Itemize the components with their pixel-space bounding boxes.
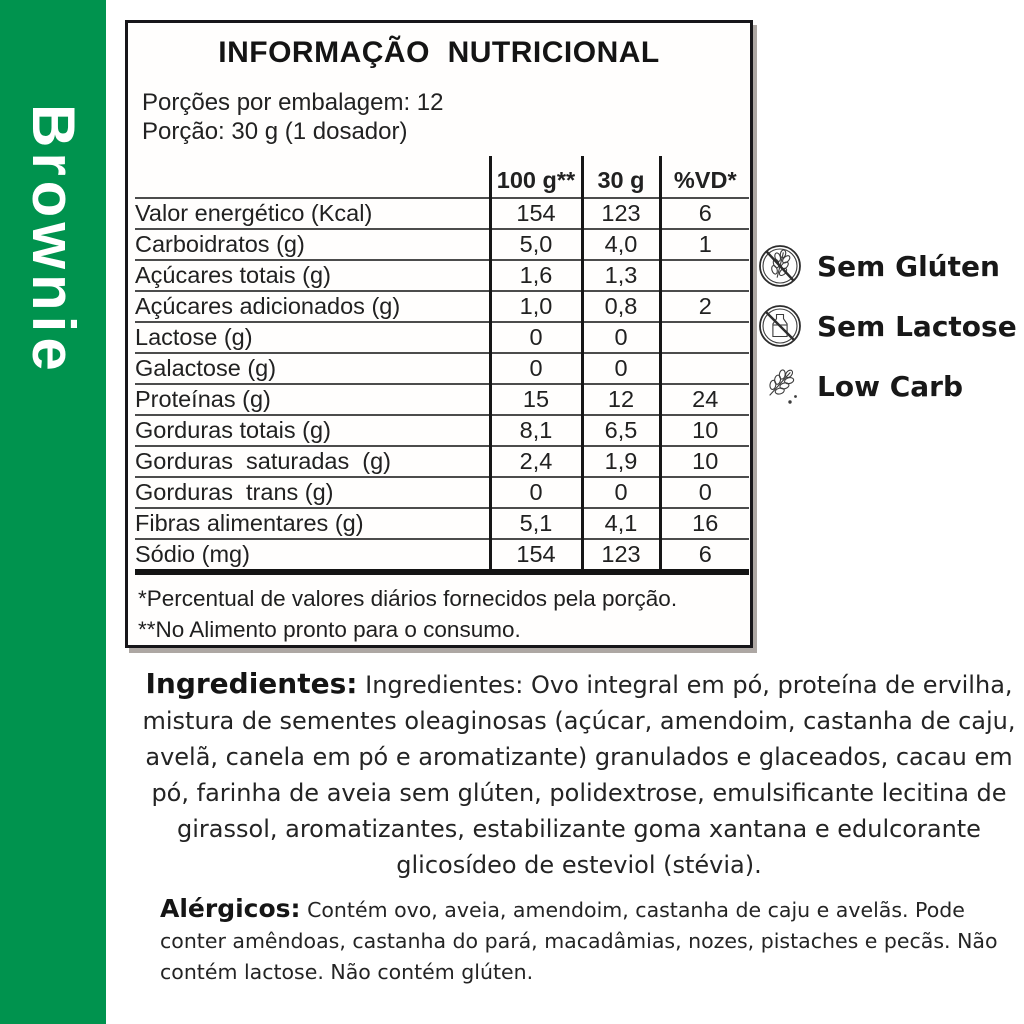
nutrition-row xyxy=(135,198,749,229)
nutrient-name: Fibras alimentares (g) xyxy=(135,508,490,539)
value-percent-vd: 1 xyxy=(660,229,749,260)
value-per-30g: 4,1 xyxy=(582,508,660,539)
nutrient-name: Açúcares adicionados (g) xyxy=(135,291,490,322)
nutrition-header-row xyxy=(135,156,749,198)
serving-size: Porção: 30 g (1 dosador) xyxy=(142,118,408,145)
allergens-text: Contém ovo, aveia, amendoim, castanha de caju e avelãs. Pode conter amêndoas, castanha do pará, macadâmias, nozes, pistaches e pecãs. Não contém lactose. Não contém glúten. xyxy=(160,898,998,984)
nutrition-table xyxy=(135,156,749,575)
value-percent-vd xyxy=(660,260,749,291)
value-per-30g: 0,8 xyxy=(582,291,660,322)
nutrition-row xyxy=(135,353,749,384)
value-per-100g: 0 xyxy=(490,353,582,384)
nutrient-name: Gorduras saturadas (g) xyxy=(135,446,490,477)
serving-info xyxy=(128,79,750,151)
nutrition-row xyxy=(135,415,749,446)
value-per-100g: 2,4 xyxy=(490,446,582,477)
value-per-30g: 4,0 xyxy=(582,229,660,260)
value-per-30g: 1,9 xyxy=(582,446,660,477)
nutrition-row xyxy=(135,291,749,322)
nutrient-name: Lactose (g) xyxy=(135,322,490,353)
nutrition-row xyxy=(135,260,749,291)
footnote-vd: *Percentual de valores diários fornecidos pela porção. xyxy=(138,586,678,611)
ingredients-label: Ingredientes: xyxy=(145,667,358,700)
nutrient-name: Gorduras totais (g) xyxy=(135,415,490,446)
value-per-100g: 5,1 xyxy=(490,508,582,539)
nutrition-row xyxy=(135,446,749,477)
value-percent-vd: 0 xyxy=(660,477,749,508)
no-gluten-icon xyxy=(757,243,803,289)
nutrient-name: Valor energético (Kcal) xyxy=(135,198,490,229)
value-percent-vd: 10 xyxy=(660,446,749,477)
nutrient-name: Carboidratos (g) xyxy=(135,229,490,260)
no-lactose-icon xyxy=(757,303,803,349)
value-percent-vd: 2 xyxy=(660,291,749,322)
value-per-30g: 123 xyxy=(582,198,660,229)
value-per-30g: 1,3 xyxy=(582,260,660,291)
value-per-100g: 0 xyxy=(490,322,582,353)
nutrient-name: Açúcares totais (g) xyxy=(135,260,490,291)
value-per-100g: 154 xyxy=(490,198,582,229)
badge-lactose-free-label: Sem Lactose xyxy=(817,309,1017,343)
badge-lactose-free xyxy=(757,303,1017,349)
nutrient-name: Galactose (g) xyxy=(135,353,490,384)
nutrient-name: Gorduras trans (g) xyxy=(135,477,490,508)
ingredients-text: Ingredientes: Ovo integral em pó, proteína de ervilha, mistura de sementes oleaginosas (açúcar, amendoim, castanha de caju, avelã, canela em pó e aromatizante) granulados e glaceados, cacau em pó, farinha de aveia sem glúten, polidextrose, emulsificante lecitina de girassol, aromatizantes, estabilizante goma xantana e edulcorante glicosídeo de esteviol (stévia). xyxy=(142,671,1016,879)
value-per-100g: 1,0 xyxy=(490,291,582,322)
value-per-30g: 0 xyxy=(582,353,660,384)
value-percent-vd: 16 xyxy=(660,508,749,539)
value-percent-vd xyxy=(660,353,749,384)
value-per-30g: 0 xyxy=(582,477,660,508)
diet-badges xyxy=(757,243,1017,409)
column-header-blank xyxy=(135,156,490,198)
value-per-30g: 12 xyxy=(582,384,660,415)
badge-low-carb-label: Low Carb xyxy=(817,369,963,403)
value-per-100g: 8,1 xyxy=(490,415,582,446)
nutrition-title: INFORMAÇÃO NUTRICIONAL xyxy=(218,36,660,69)
column-header-30g: 30 g xyxy=(582,156,660,198)
value-per-100g: 5,0 xyxy=(490,229,582,260)
nutrient-name: Proteínas (g) xyxy=(135,384,490,415)
nutrition-row xyxy=(135,508,749,539)
nutrition-table-body xyxy=(135,198,749,572)
column-header-vd: %VD* xyxy=(660,156,749,198)
value-per-100g: 1,6 xyxy=(490,260,582,291)
product-name-vertical: Brownie xyxy=(20,104,87,376)
servings-per-package: Porções por embalagem: 12 xyxy=(142,89,444,116)
badge-low-carb xyxy=(757,363,1017,409)
value-percent-vd: 6 xyxy=(660,539,749,572)
allergens-label: Alérgicos: xyxy=(160,894,301,923)
badge-gluten-free xyxy=(757,243,1017,289)
allergens-section xyxy=(160,893,1002,988)
nutrition-row xyxy=(135,229,749,260)
value-percent-vd xyxy=(660,322,749,353)
nutrient-name: Sódio (mg) xyxy=(135,539,490,572)
value-percent-vd: 24 xyxy=(660,384,749,415)
nutrition-facts-panel xyxy=(125,20,753,648)
column-header-100g: 100 g** xyxy=(490,156,582,198)
value-per-30g: 0 xyxy=(582,322,660,353)
product-band xyxy=(0,0,106,1024)
badge-gluten-free-label: Sem Glúten xyxy=(817,249,1000,283)
nutrition-row xyxy=(135,539,749,572)
nutrition-row xyxy=(135,477,749,508)
footnote-prepared: **No Alimento pronto para o consumo. xyxy=(138,617,521,642)
value-percent-vd: 10 xyxy=(660,415,749,446)
value-percent-vd: 6 xyxy=(660,198,749,229)
value-per-100g: 15 xyxy=(490,384,582,415)
ingredients-section xyxy=(140,666,1018,883)
value-per-30g: 6,5 xyxy=(582,415,660,446)
value-per-30g: 123 xyxy=(582,539,660,572)
footnotes xyxy=(128,575,750,655)
nutrition-row xyxy=(135,384,749,415)
value-per-100g: 0 xyxy=(490,477,582,508)
value-per-100g: 154 xyxy=(490,539,582,572)
wheat-icon xyxy=(757,363,803,409)
nutrition-row xyxy=(135,322,749,353)
